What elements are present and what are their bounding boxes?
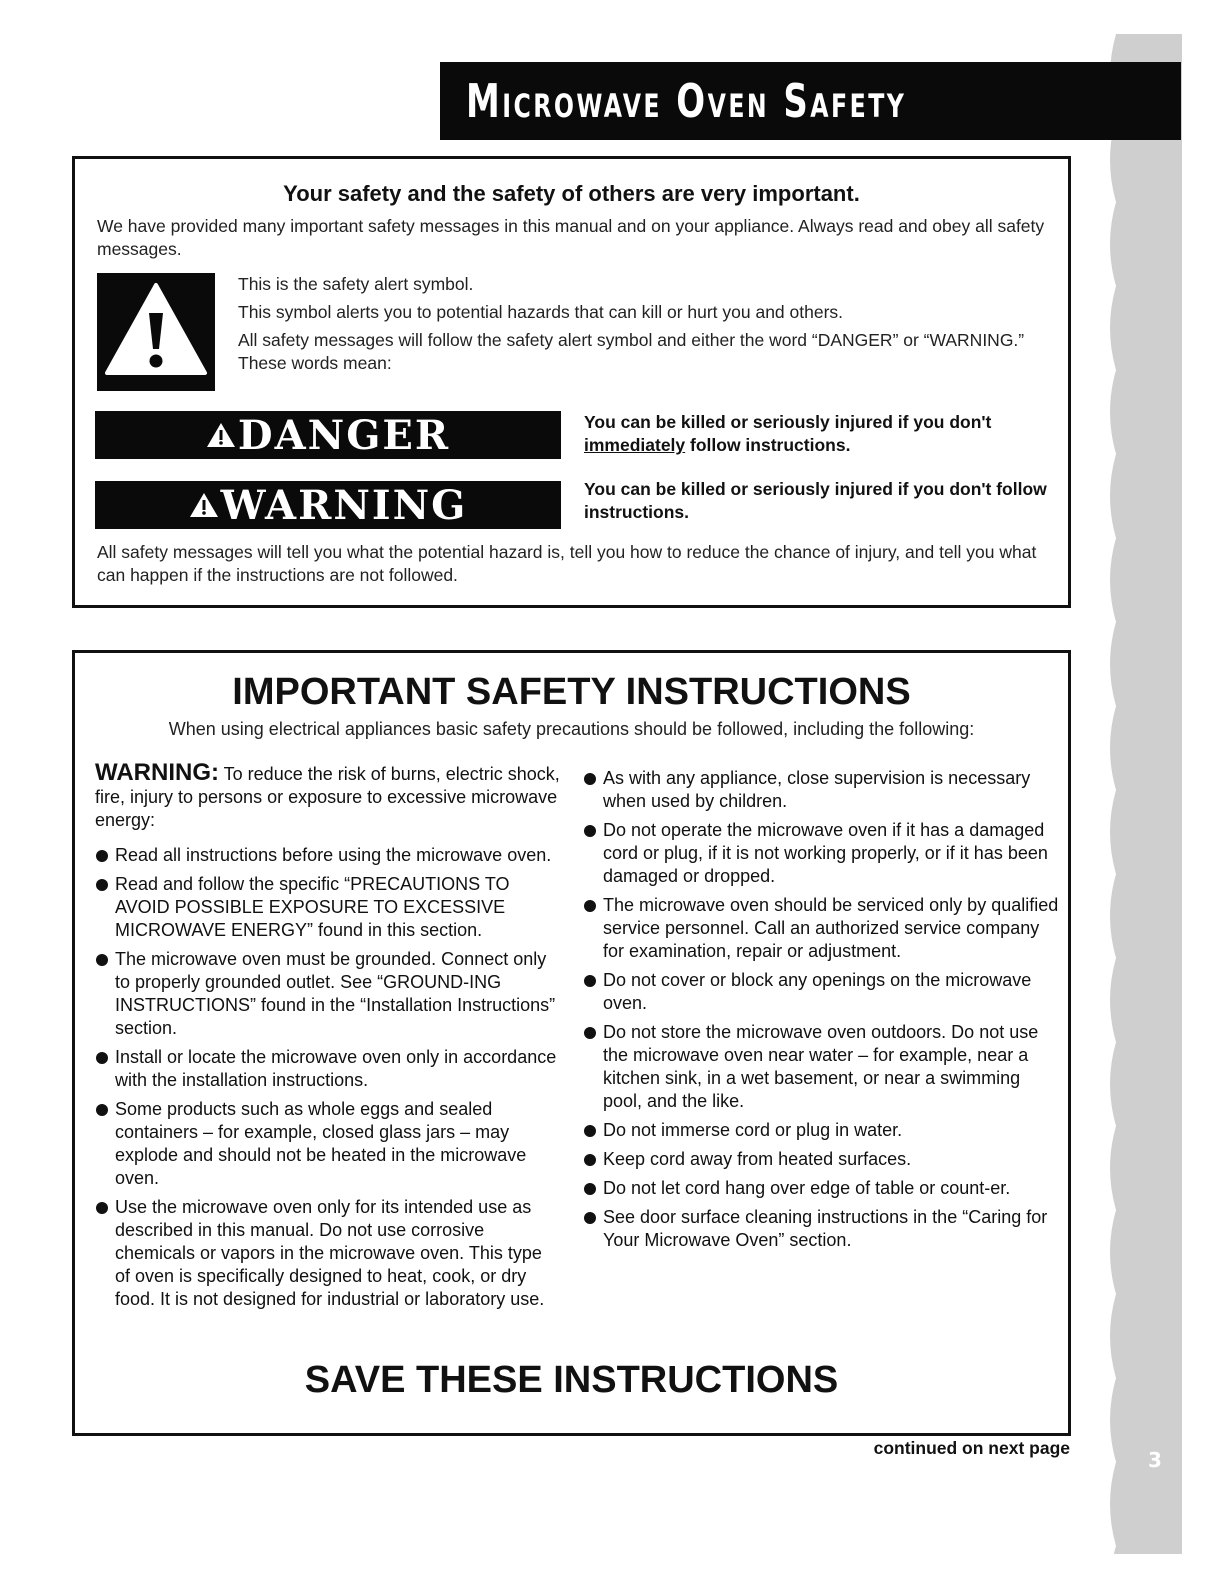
continued-note: continued on next page	[873, 1438, 1070, 1458]
right-bullet-list	[583, 767, 1061, 1252]
warning-paragraph	[95, 761, 561, 832]
bullet-item	[583, 819, 1061, 888]
bullet-text: Do not store the microwave oven outdoors. Do not use the microwave oven near water – for example, near a kitchen sink, in a wet basement, or near a swimming pool, and the like.	[603, 1022, 1039, 1111]
bullet-text: As with any appliance, close supervision is necessary when used by children.	[603, 768, 1031, 811]
bullet-item	[583, 894, 1061, 963]
bullet-text: Some products such as whole eggs and sealed containers – for example, closed glass jars – may explode and should not be heated in the microwave oven.	[115, 1099, 527, 1188]
page-number: 3	[1148, 1448, 1162, 1472]
important-safety-instructions-box	[72, 650, 1071, 1436]
bullet-item	[583, 969, 1061, 1015]
bullet-text: Do not cover or block any openings on the microwave oven.	[603, 970, 1032, 1013]
bullet-icon	[96, 954, 108, 966]
bullet-item	[95, 1046, 561, 1092]
bullet-text: Use the microwave oven only for its intended use as described in this manual. Do not use corrosive chemicals or vapors in the microwave oven. This type of oven is specifically designed to heat, cook, or dry food. It is not designed for industrial or laboratory use.	[115, 1197, 545, 1309]
warning-triangle-icon	[206, 421, 236, 449]
danger-desc-end: follow instructions.	[685, 435, 851, 455]
instructions-subtitle: When using electrical appliances basic safety precautions should be followed, including the following:	[168, 719, 975, 739]
bullet-icon	[584, 900, 596, 912]
bullet-icon	[96, 1052, 108, 1064]
warning-signal-bar	[95, 481, 561, 529]
safety-intro: We have provided many important safety messages in this manual and on your appliance. Always read and obey all safety messages.	[97, 216, 1045, 259]
warning-description: You can be killed or seriously injured if you don't follow instructions.	[584, 479, 1047, 522]
bullet-icon	[584, 1212, 596, 1224]
safety-message-box	[72, 156, 1071, 608]
bullet-text: The microwave oven must be grounded. Connect only to properly grounded outlet. See “GROUND-ING INSTRUCTIONS” found in the “Installation Instructions” section.	[115, 949, 556, 1038]
safety-footer-text: All safety messages will tell you what the potential hazard is, tell you how to reduce the chance of injury, and tell you what can happen if the instructions are not followed.	[97, 542, 1037, 585]
bullet-item	[95, 844, 561, 867]
alert-line-1: This is the safety alert symbol.	[238, 274, 474, 294]
left-column	[95, 761, 561, 1317]
bullet-item	[95, 873, 561, 942]
warning-label: WARNING	[220, 481, 468, 529]
bullet-text: Do not immerse cord or plug in water.	[603, 1120, 903, 1140]
warning-triangle-icon	[189, 491, 219, 519]
warning-paragraph-label: WARNING:	[95, 759, 219, 786]
bullet-icon	[584, 975, 596, 987]
danger-description	[584, 411, 1064, 457]
bullet-icon	[584, 825, 596, 837]
save-instructions-title: SAVE THESE INSTRUCTIONS	[304, 1359, 839, 1401]
bullet-icon	[584, 1125, 596, 1137]
left-bullet-list	[95, 844, 561, 1311]
instructions-title: IMPORTANT SAFETY INSTRUCTIONS	[232, 671, 911, 713]
bullet-icon	[96, 879, 108, 891]
bullet-icon	[96, 1202, 108, 1214]
page-edge-strip	[1108, 34, 1182, 1554]
bullet-text: The microwave oven should be serviced only by qualified service personnel. Call an authorized service company for examination, repair or adjustment.	[603, 895, 1059, 961]
bullet-item	[583, 1021, 1061, 1113]
bullet-item	[95, 1098, 561, 1190]
bullet-icon	[584, 1027, 596, 1039]
warning-paragraph-text: To reduce the risk of burns, electric shock, fire, injury to persons or exposure to excessive microwave energy:	[95, 764, 560, 830]
bullet-icon	[584, 1183, 596, 1195]
bullet-item	[583, 1119, 1061, 1142]
bullet-text: Install or locate the microwave oven only in accordance with the installation instructions.	[115, 1047, 557, 1090]
bullet-item	[583, 1148, 1061, 1171]
bullet-text: Do not let cord hang over edge of table or count-er.	[603, 1178, 1011, 1198]
bullet-item	[95, 1196, 561, 1311]
danger-desc-text: You can be killed or seriously injured if you don't	[584, 412, 992, 432]
right-column	[583, 767, 1061, 1258]
safety-alert-icon	[97, 273, 215, 391]
bullet-text: Keep cord away from heated surfaces.	[603, 1149, 912, 1169]
bullet-item	[583, 1177, 1061, 1200]
bullet-icon	[584, 1154, 596, 1166]
section-header-bar	[440, 62, 1181, 140]
danger-signal-bar	[95, 411, 561, 459]
bullet-icon	[96, 850, 108, 862]
bullet-text: Read and follow the specific “PRECAUTIONS TO AVOID POSSIBLE EXPOSURE TO EXCESSIVE MICROWAVE ENERGY” found in this section.	[115, 874, 510, 940]
danger-desc-emphasis: immediately	[584, 435, 686, 455]
bullet-item	[583, 767, 1061, 813]
bullet-text: Do not operate the microwave oven if it has a damaged cord or plug, if it is not working properly, or if it has been damaged or dropped.	[603, 820, 1048, 886]
section-title: Microwave Oven Safety	[466, 74, 907, 128]
alert-line-3: All safety messages will follow the safety alert symbol and either the word “DANGER” or “WARNING.” These words mean:	[238, 330, 1025, 373]
alert-line-2: This symbol alerts you to potential hazards that can kill or hurt you and others.	[238, 302, 844, 322]
bullet-text: See door surface cleaning instructions in the “Caring for Your Microwave Oven” section.	[603, 1207, 1048, 1250]
bullet-item	[583, 1206, 1061, 1252]
bullet-icon	[584, 773, 596, 785]
safety-heading: Your safety and the safety of others are very important.	[283, 181, 860, 206]
bullet-item	[95, 948, 561, 1040]
bullet-text: Read all instructions before using the microwave oven.	[115, 845, 552, 865]
bullet-icon	[96, 1104, 108, 1116]
danger-label: DANGER	[237, 411, 451, 459]
